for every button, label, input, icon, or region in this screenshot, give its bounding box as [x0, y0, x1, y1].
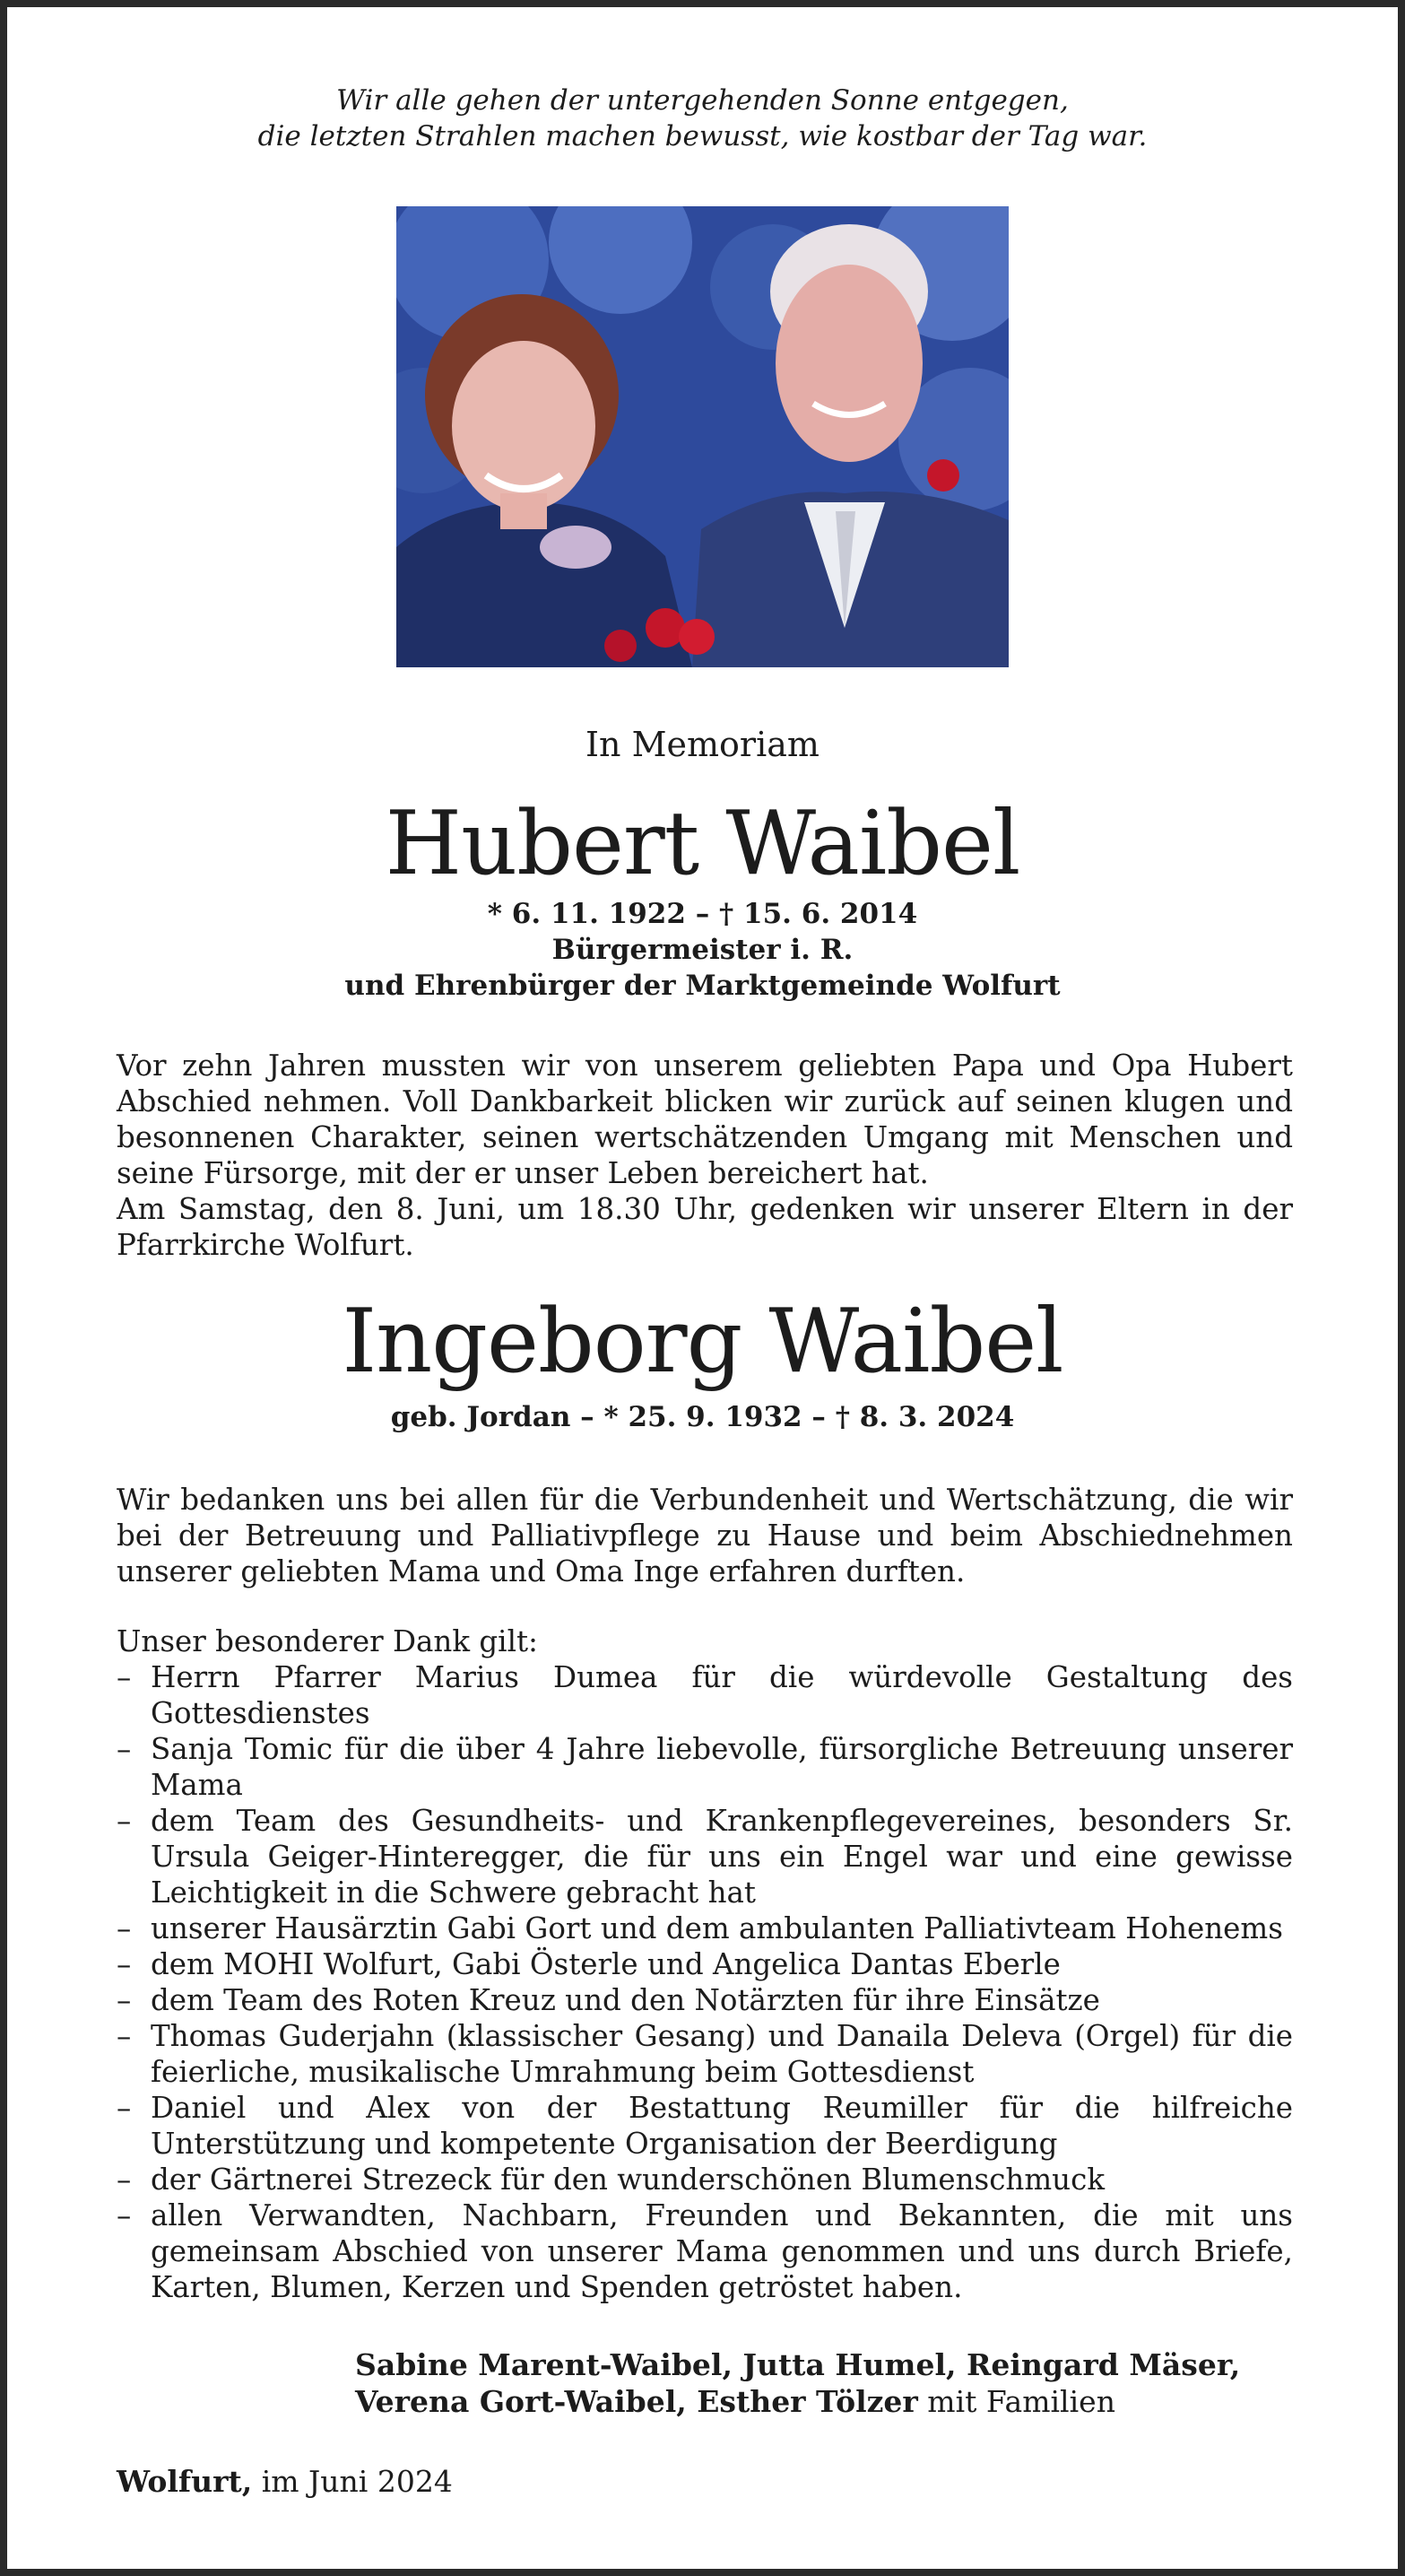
list-item-text: unserer Hausärztin Gabi Gort und dem ambulanten Palliativteam Hohenems: [151, 1911, 1283, 1945]
thanks-intro: Unser besonderer Dank gilt:: [117, 1624, 538, 1658]
ingeborg-paragraph: Wir bedanken uns bei allen für die Verbundenheit und Wertschätzung, die wir bei der Betreuung und Palliativpflege zu Hause und beim Abschiednehmen unserer geliebten Mama und Oma Inge erfahren durften.: [117, 1483, 1293, 1588]
hubert-paragraph: Vor zehn Jahren mussten wir von unserem geliebten Papa und Opa Hubert Abschied nehmen. Voll Dankbarkeit blicken wir zurück auf seinen klugen und besonnenen Charakter, seinen wertschätzenden Umgang mit Menschen und seine Fürsorge, mit der er unser Leben bereichert hat.: [117, 1049, 1293, 1190]
hubert-name: Hubert Waibel: [385, 793, 1020, 895]
list-item-text: Sanja Tomic für die über 4 Jahre liebevolle, fürsorgliche Betreuung unserer Mama: [151, 1732, 1293, 1802]
dash-bullet: –: [117, 1911, 132, 1945]
list-item: [117, 2090, 1293, 2162]
signature-line-2-names: Verena Gort-Waibel, Esther Tölzer: [355, 2384, 918, 2419]
hubert-dates: * 6. 11. 1922 – † 15. 6. 2014: [487, 898, 918, 930]
list-item-text: dem Team des Gesundheits- und Krankenpflegevereines, besonders Sr. Ursula Geiger-Hinteregger, die für uns ein Engel war und eine gewisse Leichtigkeit in die Schwere gebracht hat: [151, 1804, 1293, 1910]
family-signature: [355, 2346, 1323, 2420]
dash-bullet: –: [117, 2163, 132, 2197]
dash-bullet: –: [117, 1983, 132, 2017]
memorial-service-info: Am Samstag, den 8. Juni, um 18.30 Uhr, gedenken wir unserer Eltern in der Pfarrkirche Wolfurt.: [117, 1192, 1293, 1262]
dash-bullet: –: [117, 1947, 132, 1981]
hubert-details: [7, 896, 1398, 1004]
dash-bullet: –: [117, 1660, 132, 1694]
signature-line-2-suffix: mit Familien: [917, 2384, 1115, 2419]
hubert-text: [117, 1048, 1293, 1263]
in-memoriam-heading: In Memoriam: [585, 725, 820, 764]
list-item: [117, 1803, 1293, 1910]
signature-line-1: Sabine Marent-Waibel, Jutta Humel, Reingard Mäser,: [355, 2347, 1241, 2382]
place-and-date: [117, 2463, 453, 2500]
list-item-text: dem MOHI Wolfurt, Gabi Österle und Angelica Dantas Eberle: [151, 1947, 1061, 1981]
closing-date: im Juni 2024: [252, 2464, 453, 2499]
list-item: [117, 1731, 1293, 1803]
list-item-text: allen Verwandten, Nachbarn, Freunden und Bekannten, die mit uns gemeinsam Abschied von unserer Mama genommen und uns durch Briefe, Karten, Blumen, Kerzen und Spenden getröstet haben.: [151, 2198, 1293, 2304]
list-item: [117, 2197, 1293, 2305]
list-item: [117, 1659, 1293, 1731]
couple-portrait-photo: [396, 206, 1009, 667]
thanks-list: [117, 1659, 1293, 2305]
hubert-title-1: Bürgermeister i. R.: [551, 934, 854, 966]
quote-line-1: Wir alle gehen der untergehenden Sonne entgegen,: [336, 84, 1069, 117]
obituary-page: [7, 7, 1398, 2569]
opening-quote: [7, 83, 1398, 154]
closing-place: Wolfurt,: [117, 2464, 253, 2499]
list-item: [117, 2018, 1293, 2090]
quote-line-2: die letzten Strahlen machen bewusst, wie kostbar der Tag war.: [257, 120, 1148, 152]
list-item-text: Thomas Guderjahn (klassischer Gesang) und Danaila Deleva (Orgel) für die feierliche, musikalische Umrahmung beim Gottesdienst: [151, 2019, 1293, 2089]
list-item-text: Herrn Pfarrer Marius Dumea für die würdevolle Gestaltung des Gottesdienstes: [151, 1660, 1293, 1730]
dash-bullet: –: [117, 1804, 132, 1838]
portrait-illustration: [396, 206, 1009, 667]
ingeborg-name: Ingeborg Waibel: [342, 1291, 1063, 1393]
list-item: [117, 1946, 1293, 1982]
list-item: [117, 2162, 1293, 2197]
list-item-text: Daniel und Alex von der Bestattung Reumiller für die hilfreiche Unterstützung und kompetente Organisation der Beerdigung: [151, 2091, 1293, 2161]
hubert-title-2: und Ehrenbürger der Marktgemeinde Wolfurt: [344, 970, 1061, 1002]
dash-bullet: –: [117, 1732, 132, 1766]
dash-bullet: –: [117, 2019, 132, 2053]
dash-bullet: –: [117, 2198, 132, 2232]
ingeborg-dates: geb. Jordan – * 25. 9. 1932 – † 8. 3. 2024: [390, 1401, 1015, 1433]
list-item-text: dem Team des Roten Kreuz und den Notärzten für ihre Einsätze: [151, 1983, 1100, 2017]
dash-bullet: –: [117, 2091, 132, 2125]
list-item: [117, 1910, 1293, 1946]
list-item-text: der Gärtnerei Strezeck für den wunderschönen Blumenschmuck: [151, 2163, 1106, 2197]
list-item: [117, 1982, 1293, 2018]
